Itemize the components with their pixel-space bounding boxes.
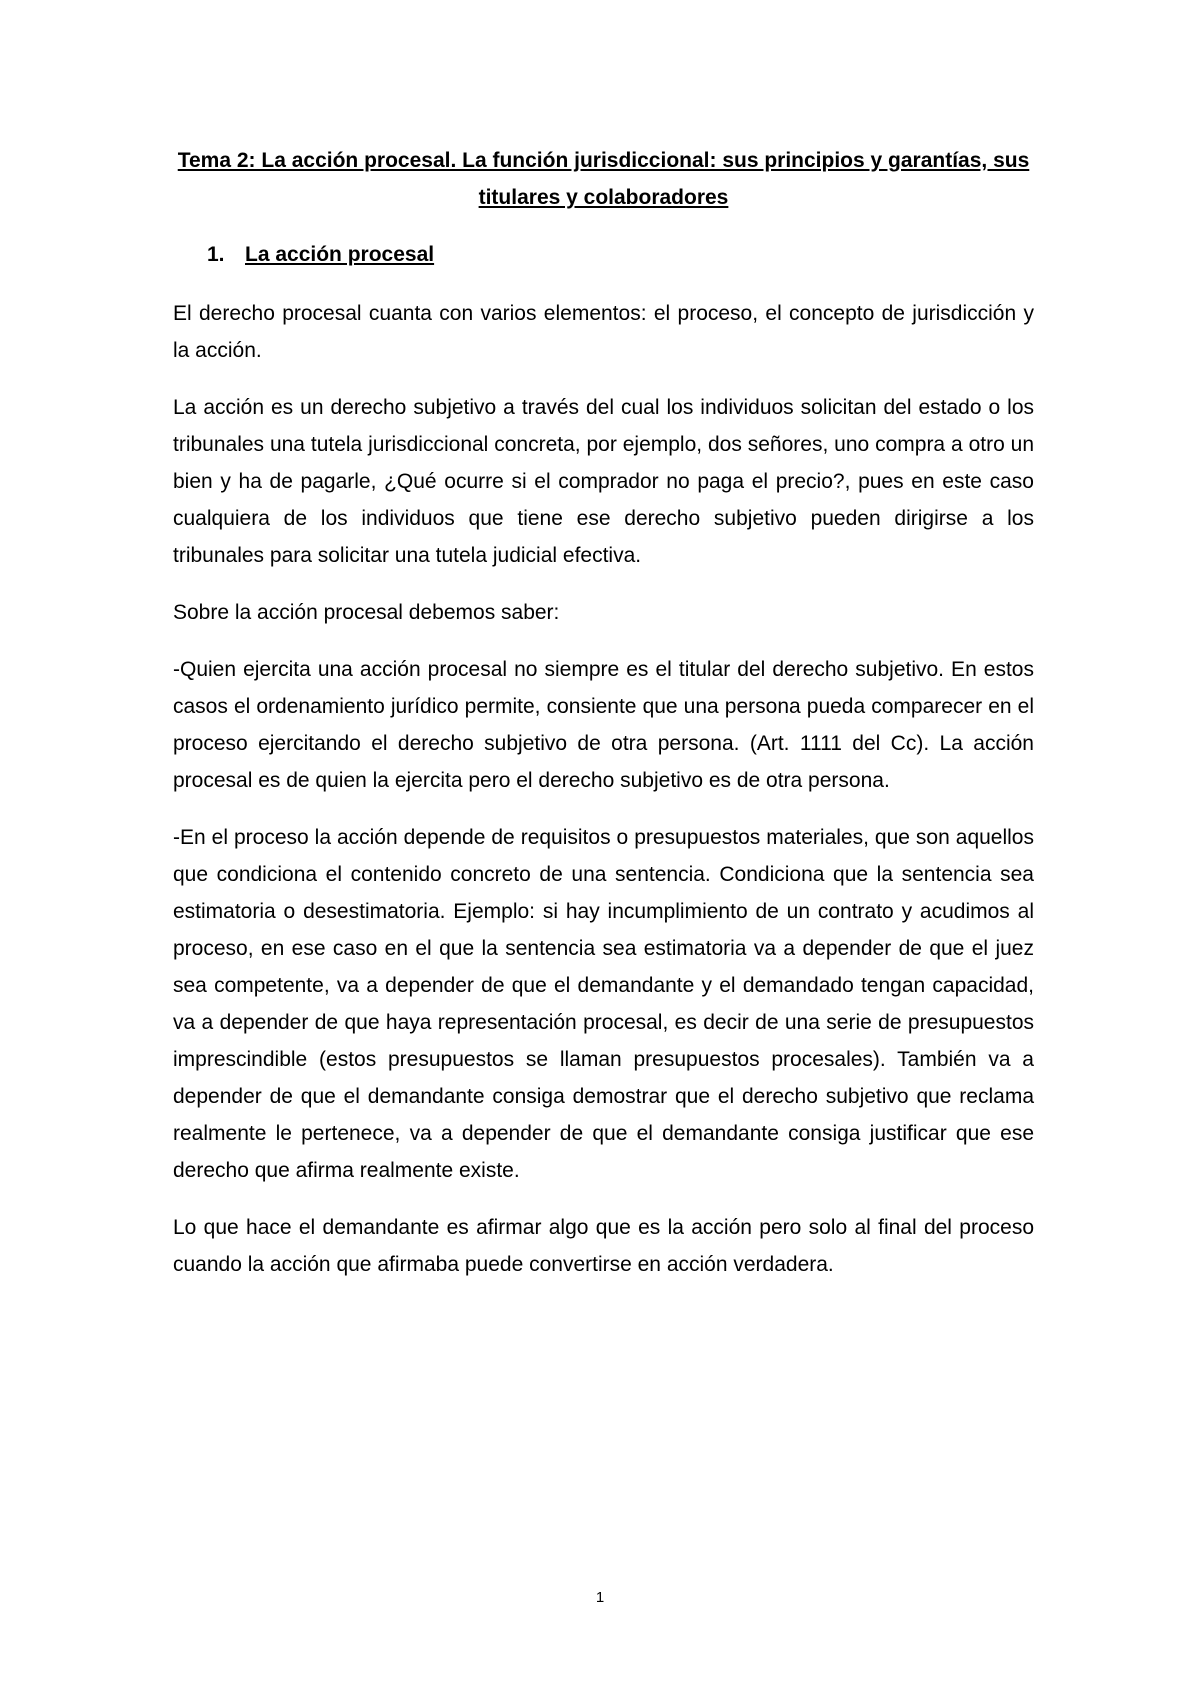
paragraph-point-titular: -Quien ejercita una acción procesal no siempre es el titular del derecho subjetivo. En estos casos el ordenamiento jurídico permite, consiente que una persona pueda comparecer en el proceso ejercitando el derecho subjetivo de otra persona. (Art. 1111 del Cc). La acción procesal es de quien la ejercita pero el derecho subjetivo es de otra persona.	[173, 658, 1034, 792]
section-number: 1.	[207, 243, 225, 266]
page-number: 1	[595, 1589, 605, 1606]
paragraph-definition: La acción es un derecho subjetivo a través del cual los individuos solicitan del estado o los tribunales una tutela jurisdiccional concreta, por ejemplo, dos señores, uno compra a otro un bien y ha de pagarle, ¿Qué ocurre si el comprador no paga el precio?, pues en este caso cualquiera de los individuos que tiene ese derecho subjetivo pueden dirigirse a los tribunales para solicitar una tutela judicial efectiva.	[173, 396, 1034, 567]
section-heading	[173, 236, 1034, 273]
document-title: Tema 2: La acción procesal. La función jurisdiccional: sus principios y garantías, sus titulares y colaboradores	[177, 149, 1030, 209]
section-title: La acción procesal	[245, 243, 435, 266]
paragraph-intro-list: Sobre la acción procesal debemos saber:	[173, 601, 560, 624]
paragraph-elements: El derecho procesal cuanta con varios elementos: el proceso, el concepto de jurisdicción y la acción.	[173, 302, 1034, 362]
paragraph-conclusion: Lo que hace el demandante es afirmar algo que es la acción pero solo al final del proceso cuando la acción que afirmaba puede convertirse en acción verdadera.	[173, 1216, 1034, 1276]
paragraph-point-requisitos: -En el proceso la acción depende de requisitos o presupuestos materiales, que son aquellos que condiciona el contenido concreto de una sentencia. Condiciona que la sentencia sea estimatoria o desestimatoria. Ejemplo: si hay incumplimiento de un contrato y acudimos al proceso, en ese caso en el que la sentencia sea estimatoria va a depender de que el juez sea competente, va a depender de que el demandante y el demandado tengan capacidad, va a depender de que haya representación procesal, es decir de una serie de presupuestos imprescindible (estos presupuestos se llaman presupuestos procesales). También va a depender de que el demandante consiga demostrar que el derecho subjetivo que reclama realmente le pertenece, va a depender de que el demandante consiga justificar que ese derecho que afirma realmente existe.	[173, 826, 1034, 1182]
document-body	[173, 142, 1034, 1303]
